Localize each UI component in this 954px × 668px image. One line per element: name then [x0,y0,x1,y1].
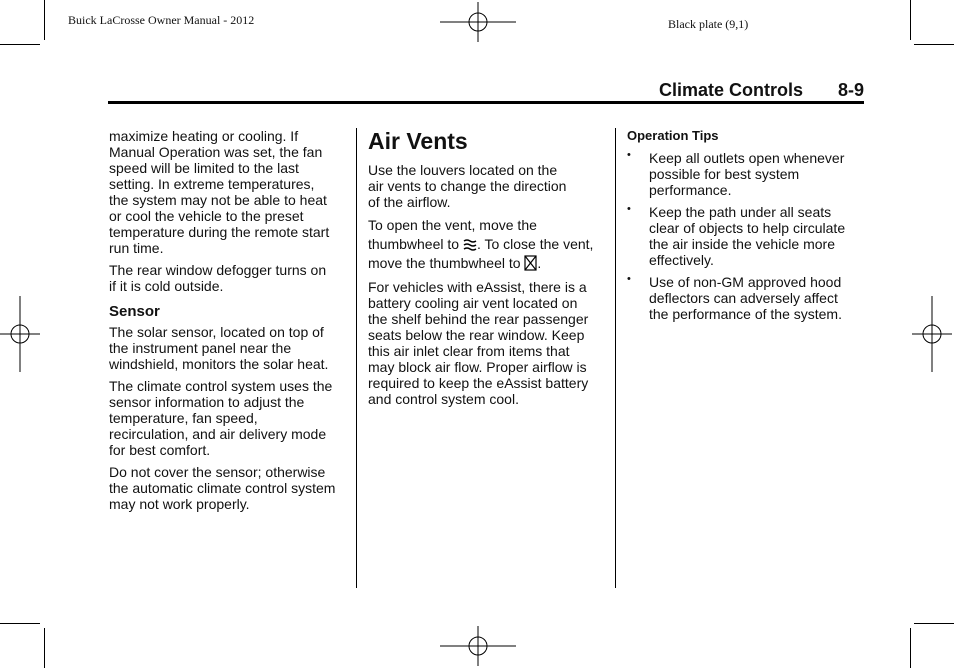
air-vents-heading: Air Vents [368,128,468,154]
crop-mark [0,44,40,45]
tip-text: Use of non-GM approved hood deflectors can adversely affect the performance of the system. [649,274,842,322]
tip-item [627,274,859,322]
paragraph: maximize heating or cooling. If Manual Operation was set, the fan speed will be limited to the last setting. In extreme temperatures, the system may not be able to heat or cool the vehicle to the preset temperature during the remote start run time. [109,128,330,256]
crop-mark [0,623,40,624]
vent-text: . [537,255,542,271]
vent-closed-icon [524,255,537,271]
section-title: Climate Controls [659,80,804,100]
vent-text: To open the vent, move the thumbwheel to [368,217,537,252]
column-3 [627,128,859,328]
tip-text: Keep the path under all seats clear of objects to help circulate the air inside the vehicle more effectively. [649,204,846,268]
column-divider [615,128,616,588]
vent-text: . To close the vent, move the thumbwheel to [368,236,594,271]
page-number: 8-9 [838,80,865,100]
tip-item [627,204,859,268]
paragraph: The rear window defogger turns on if it is cold outside. [109,262,327,294]
crop-mark [910,628,911,668]
sensor-heading: Sensor [109,303,160,320]
registration-mark [912,296,952,372]
vent-open-icon [463,238,477,252]
column-2 [368,128,608,413]
bullet-icon: • [627,203,631,215]
paragraph: Do not cover the sensor; otherwise the automatic climate control system may not work properly. [109,464,336,512]
operation-tips-heading: Operation Tips [627,128,719,143]
paragraph: Use the louvers located on the air vents to change the direction of the airflow. [368,162,567,210]
plate-label: Black plate (9,1) [668,17,749,31]
crop-mark [44,628,45,668]
crop-mark [914,623,954,624]
crop-mark [44,0,45,40]
bullet-icon: • [627,149,631,161]
registration-mark [440,626,516,666]
vent-instructions [368,216,608,273]
manual-title: Buick LaCrosse Owner Manual - 2012 [68,13,255,27]
registration-mark [440,2,516,42]
paragraph: The solar sensor, located on top of the instrument panel near the windshield, monitors the solar heat. [109,324,329,372]
paragraph: The climate control system uses the sensor information to adjust the temperature, fan speed, recirculation, and air delivery mode for best comfort. [109,378,333,458]
crop-mark [910,0,911,40]
bullet-icon: • [627,273,631,285]
registration-mark [0,296,40,372]
crop-mark [914,44,954,45]
column-divider [356,128,357,588]
column-1 [109,128,349,518]
header-rule [108,101,864,104]
tip-text: Keep all outlets open whenever possible for best system performance. [649,150,845,198]
tip-item [627,150,859,198]
paragraph: For vehicles with eAssist, there is a battery cooling air vent located on the shelf behind the rear passenger seats below the rear window. Keep this air inlet clear from items that may block air flow. Proper airflow is required to keep the eAssist battery and control system cool. [368,279,589,407]
